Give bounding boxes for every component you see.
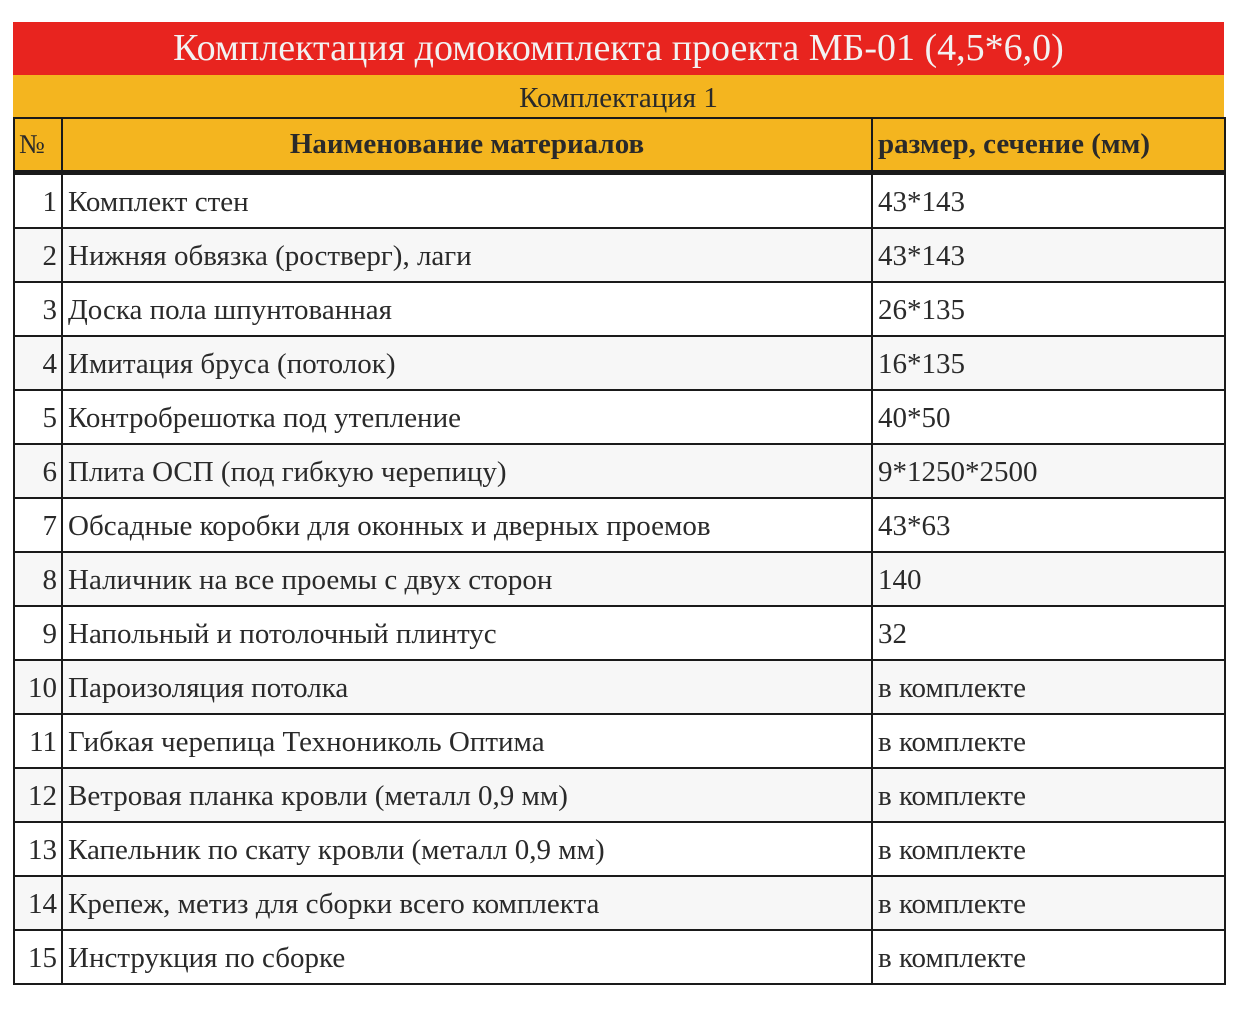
- row-material-name: Обсадные коробки для оконных и дверных проемов: [62, 498, 872, 552]
- table-row: [14, 173, 1225, 229]
- row-size: в комплекте: [872, 714, 1225, 768]
- row-material-name: Ветровая планка кровли (металл 0,9 мм): [62, 768, 872, 822]
- header-material-name: Наименование материалов: [62, 118, 872, 173]
- document-title: Комплектация домокомплекта проекта МБ-01 (4,5*6,0): [13, 22, 1224, 75]
- row-number: 15: [14, 930, 62, 984]
- row-material-name: Гибкая черепица Технониколь Оптима: [62, 714, 872, 768]
- row-number: 13: [14, 822, 62, 876]
- row-material-name: Комплект стен: [62, 173, 872, 229]
- row-number: 6: [14, 444, 62, 498]
- row-size: 140: [872, 552, 1225, 606]
- row-number: 3: [14, 282, 62, 336]
- row-material-name: Имитация бруса (потолок): [62, 336, 872, 390]
- row-size: 43*143: [872, 228, 1225, 282]
- document-subtitle: Комплектация 1: [13, 75, 1224, 117]
- row-size: 16*135: [872, 336, 1225, 390]
- row-size: 43*143: [872, 173, 1225, 229]
- row-number: 1: [14, 173, 62, 229]
- row-number: 12: [14, 768, 62, 822]
- table-row: [14, 822, 1225, 876]
- materials-table: [13, 117, 1226, 985]
- row-material-name: Наличник на все проемы с двух сторон: [62, 552, 872, 606]
- row-material-name: Капельник по скату кровли (металл 0,9 мм): [62, 822, 872, 876]
- row-size: 32: [872, 606, 1225, 660]
- row-material-name: Плита ОСП (под гибкую черепицу): [62, 444, 872, 498]
- header-size: размер, сечение (мм): [872, 118, 1225, 173]
- table-row: [14, 714, 1225, 768]
- row-size: 43*63: [872, 498, 1225, 552]
- table-row: [14, 282, 1225, 336]
- spec-sheet: [13, 22, 1224, 985]
- row-size: в комплекте: [872, 768, 1225, 822]
- row-size: в комплекте: [872, 876, 1225, 930]
- row-size: 40*50: [872, 390, 1225, 444]
- row-material-name: Контробрешотка под утепление: [62, 390, 872, 444]
- table-header-row: [14, 118, 1225, 173]
- table-row: [14, 660, 1225, 714]
- row-material-name: Нижняя обвязка (ростверг), лаги: [62, 228, 872, 282]
- row-size: в комплекте: [872, 822, 1225, 876]
- table-row: [14, 552, 1225, 606]
- table-row: [14, 498, 1225, 552]
- table-row: [14, 390, 1225, 444]
- header-number: №: [14, 118, 62, 173]
- table-row: [14, 930, 1225, 984]
- row-size: в комплекте: [872, 660, 1225, 714]
- row-material-name: Крепеж, метиз для сборки всего комплекта: [62, 876, 872, 930]
- row-number: 9: [14, 606, 62, 660]
- table-row: [14, 768, 1225, 822]
- row-number: 4: [14, 336, 62, 390]
- row-material-name: Напольный и потолочный плинтус: [62, 606, 872, 660]
- table-row: [14, 444, 1225, 498]
- row-number: 5: [14, 390, 62, 444]
- row-size: в комплекте: [872, 930, 1225, 984]
- row-number: 11: [14, 714, 62, 768]
- table-row: [14, 876, 1225, 930]
- table-row: [14, 606, 1225, 660]
- row-size: 9*1250*2500: [872, 444, 1225, 498]
- table-row: [14, 228, 1225, 282]
- row-material-name: Инструкция по сборке: [62, 930, 872, 984]
- row-size: 26*135: [872, 282, 1225, 336]
- row-number: 8: [14, 552, 62, 606]
- row-number: 10: [14, 660, 62, 714]
- row-number: 14: [14, 876, 62, 930]
- row-material-name: Доска пола шпунтованная: [62, 282, 872, 336]
- table-row: [14, 336, 1225, 390]
- row-number: 2: [14, 228, 62, 282]
- row-material-name: Пароизоляция потолка: [62, 660, 872, 714]
- row-number: 7: [14, 498, 62, 552]
